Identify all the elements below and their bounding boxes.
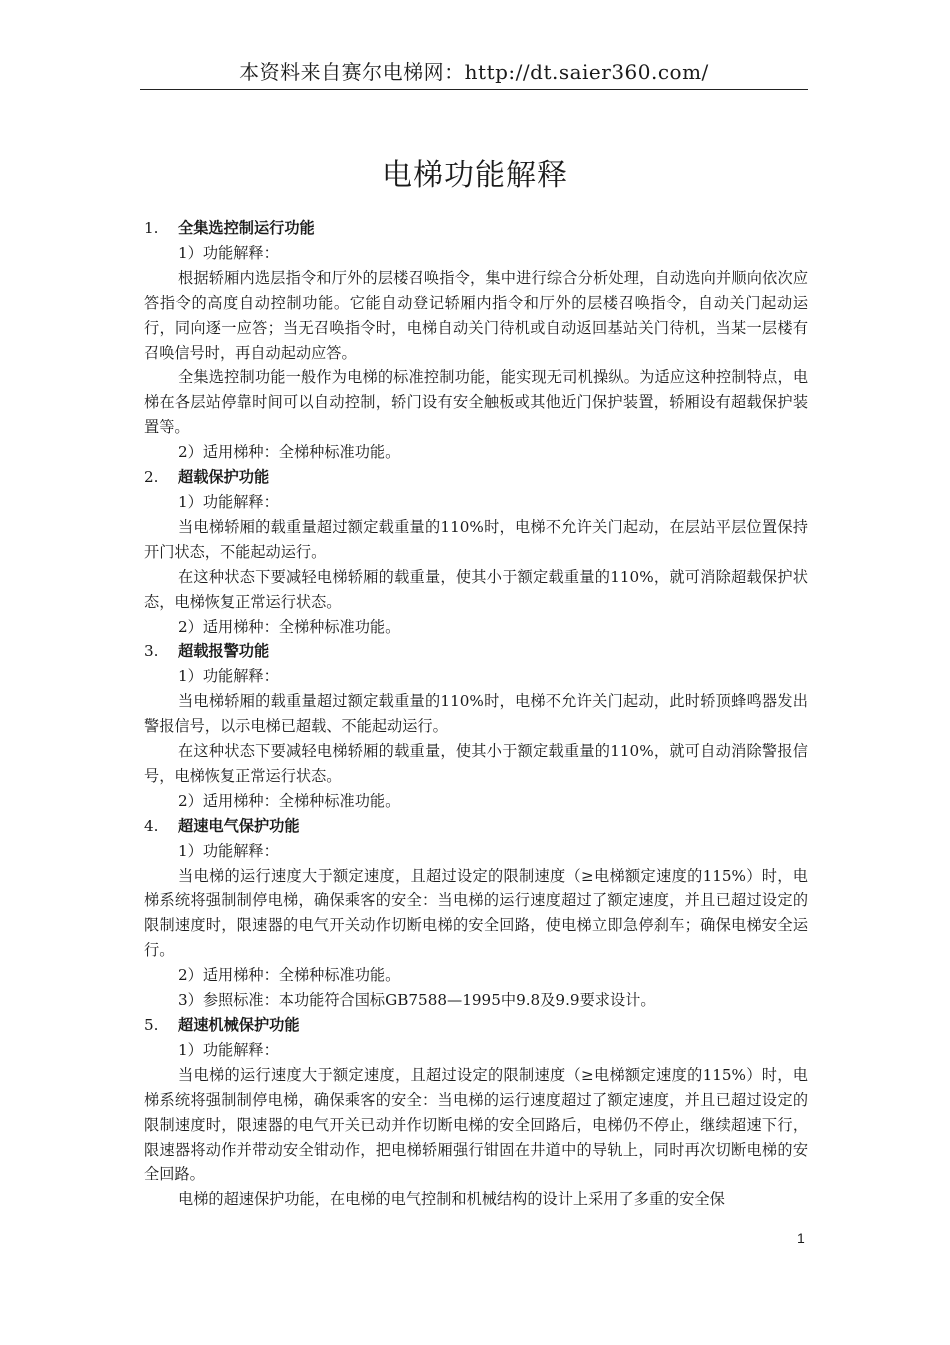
paragraph: 全集选控制功能一般作为电梯的标准控制功能，能实现无司机操纵。为适应这种控制特点，电梯在各层站停靠时间可以自动控制，轿门设有安全触板或其他近门保护装置，轿厢设有超载保护装置等。 — [144, 368, 808, 437]
paragraph: 当电梯的运行速度大于额定速度，且超过设定的限制速度（≥电梯额定速度的115%）时，电梯系统将强制制停电梯，确保乘客的安全：当电梯的运行速度超过了额定速度，并且已超过设定的限制速度时，限速器的电气开关动作切断电梯的安全回路，使电梯立即急停刹车；确保电梯安全运行。 — [144, 866, 808, 960]
paragraph: 当电梯的运行速度大于额定速度，且超过设定的限制速度（≥电梯额定速度的115%）时，电梯系统将强制制停电梯，确保乘客的安全：当电梯的运行速度超过了额定速度，并且已超过设定的限制速度时，限速器的电气开关已动并作切断电梯的安全回路后，电梯仍不停止，继续超速下行，限速器将动作并带动安全钳动作，把电梯轿厢强行钳固在井道中的导轨上，同时再次切断电梯的安全回路。 — [144, 1065, 808, 1184]
sub-heading: 3）参照标准：本功能符合国标GB7588—1995中9.8及9.9要求设计。 — [178, 991, 656, 1010]
section-heading-3 — [144, 639, 808, 664]
document-title: 电梯功能解释 — [382, 158, 568, 193]
section-heading-1 — [144, 216, 808, 241]
section-title: 超速电气保护功能 — [178, 816, 300, 835]
sub-heading: 1）功能解释： — [178, 667, 279, 686]
sub-heading: 2）适用梯种：全梯种标准功能。 — [178, 966, 401, 985]
page-header: 本资料来自赛尔电梯网：http://dt.saier360.com/ — [239, 60, 709, 84]
section-heading-2 — [144, 465, 808, 490]
section-heading-5 — [144, 1013, 808, 1038]
paragraph: 根据轿厢内选层指令和厅外的层楼召唤指令，集中进行综合分析处理，自动选向并顺向依次应答指令的高度自动控制功能。它能自动登记轿厢内指令和厅外的层楼召唤指令，自动关门起动运行，同向逐一应答；当无召唤指令时，电梯自动关门待机或自动返回基站关门待机，当某一层楼有召唤信号时，再自动起动应答。 — [144, 268, 808, 362]
section-title: 超载报警功能 — [178, 642, 270, 661]
sub-heading: 2）适用梯种：全梯种标准功能。 — [178, 791, 401, 810]
section-number: 4. — [144, 816, 159, 835]
paragraph: 在这种状态下要减轻电梯轿厢的载重量，使其小于额定载重量的110%，就可消除超载保护状态，电梯恢复正常运行状态。 — [144, 567, 808, 611]
sub-heading: 2）适用梯种：全梯种标准功能。 — [178, 443, 401, 462]
sub-heading: 1）功能解释： — [178, 841, 279, 860]
section-number: 3. — [144, 642, 159, 661]
paragraph: 当电梯轿厢的载重量超过额定载重量的110%时，电梯不允许关门起动，此时轿顶蜂鸣器发出警报信号，以示电梯已超载、不能起动运行。 — [144, 692, 808, 736]
paragraph: 电梯的超速保护功能，在电梯的电气控制和机械结构的设计上采用了多重的安全保 — [178, 1190, 725, 1209]
sub-heading: 1）功能解释： — [178, 1040, 279, 1059]
section-title: 全集选控制运行功能 — [178, 219, 315, 237]
section-title: 超速机械保护功能 — [178, 1016, 300, 1034]
page-number: 1 — [797, 1230, 805, 1246]
sub-heading: 2）适用梯种：全梯种标准功能。 — [178, 617, 401, 636]
section-number: 2. — [144, 468, 159, 487]
section-number: 5. — [144, 1016, 159, 1034]
document-body — [144, 216, 808, 1212]
sub-heading: 1）功能解释： — [178, 243, 279, 262]
paragraph: 在这种状态下要减轻电梯轿厢的载重量，使其小于额定载重量的110%，就可自动消除警报信号，电梯恢复正常运行状态。 — [144, 742, 808, 785]
sub-heading: 1）功能解释： — [178, 492, 279, 511]
section-number: 1. — [144, 219, 159, 237]
section-heading-4 — [144, 814, 808, 839]
header-rule — [140, 89, 808, 90]
section-title: 超载保护功能 — [178, 468, 270, 487]
paragraph: 当电梯轿厢的载重量超过额定载重量的110%时，电梯不允许关门起动，在层站平层位置保持开门状态，不能起动运行。 — [144, 517, 808, 561]
